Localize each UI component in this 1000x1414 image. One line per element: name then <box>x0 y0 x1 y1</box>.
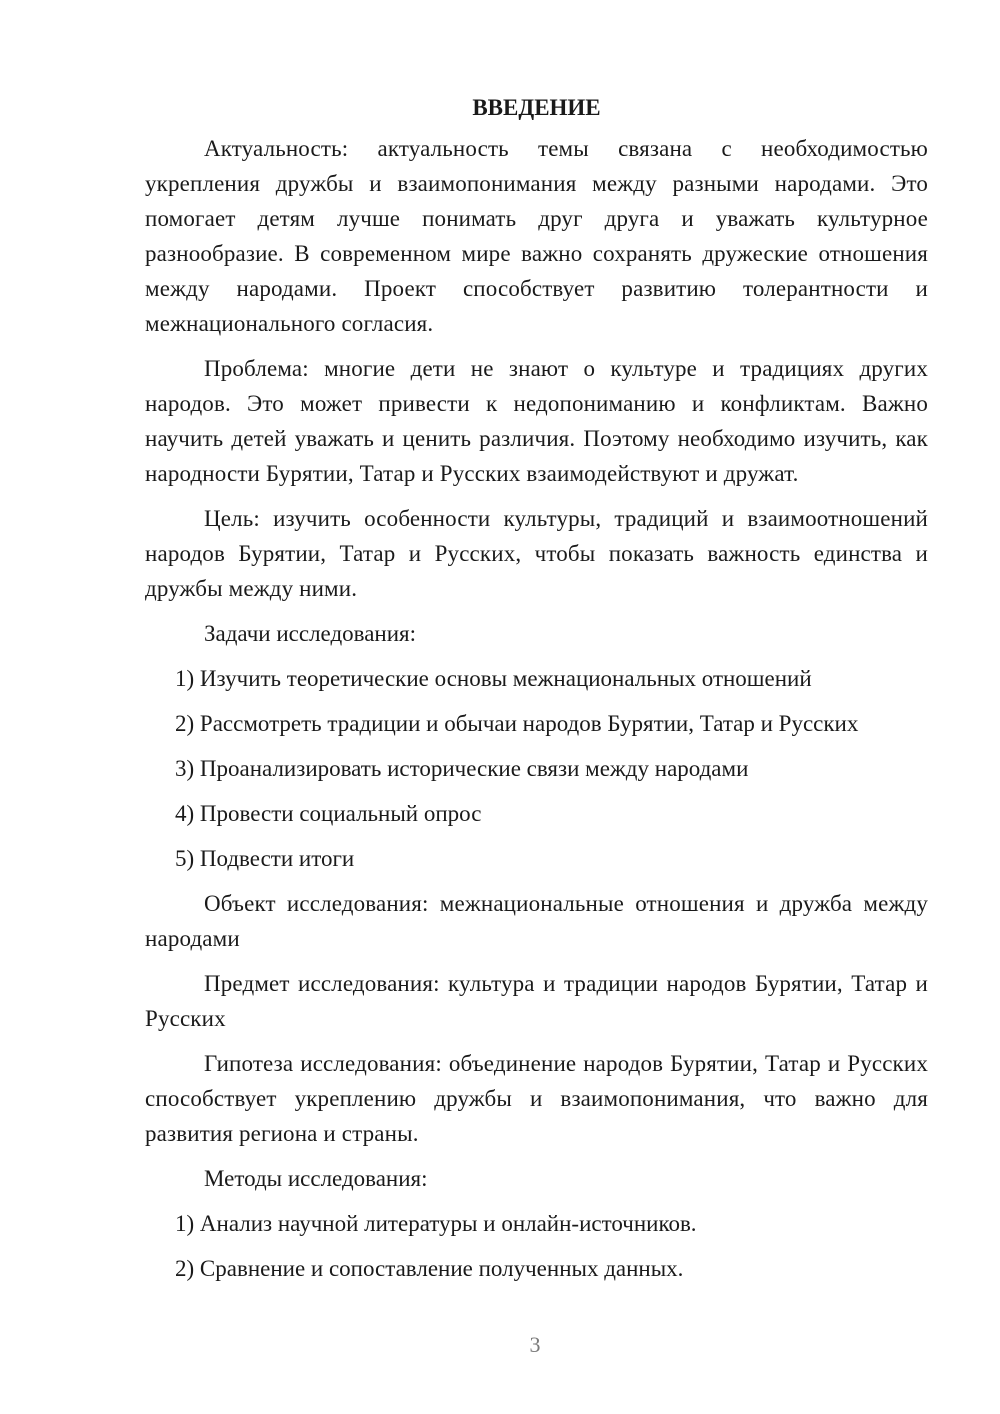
document-title: ВВЕДЕНИЕ <box>472 95 601 120</box>
object-paragraph: Объект исследования: межнациональные отношения и дружба между народами <box>145 891 928 951</box>
methods-list <box>145 1206 928 1286</box>
task-item: 3) Проанализировать исторические связи между народами <box>175 756 749 781</box>
tasks-list <box>145 661 928 876</box>
tasks-heading: Задачи исследования: <box>204 621 417 646</box>
page-number: 3 <box>529 1332 541 1357</box>
task-item: 1) Изучить теоретические основы межнациональных отношений <box>175 666 812 691</box>
goal-paragraph: Цель: изучить особенности культуры, традиций и взаимоотношений народов Бурятии, Татар и Русских, чтобы показать важность единства и дружбы между ними. <box>145 506 928 601</box>
document-page <box>145 90 928 1296</box>
task-item: 4) Провести социальный опрос <box>175 801 482 826</box>
hypothesis-paragraph: Гипотеза исследования: объединение народов Бурятии, Татар и Русских способствует укреплению дружбы и взаимопонимания, что важно для развития региона и страны. <box>145 1051 928 1146</box>
methods-heading: Методы исследования: <box>204 1166 428 1191</box>
task-item: 2) Рассмотреть традиции и обычаи народов Бурятии, Татар и Русских <box>175 711 859 736</box>
method-item: 2) Сравнение и сопоставление полученных данных. <box>175 1256 684 1281</box>
subject-paragraph: Предмет исследования: культура и традиции народов Бурятии, Татар и Русских <box>145 971 928 1031</box>
problem-paragraph: Проблема: многие дети не знают о культуре и традициях других народов. Это может привести к недопониманию и конфликтам. Важно научить детей уважать и ценить различия. Поэтому необходимо изучить, как народности Бурятии, Татар и Русских взаимодействуют и дружат. <box>145 356 928 486</box>
method-item: 1) Анализ научной литературы и онлайн-источников. <box>175 1211 697 1236</box>
task-item: 5) Подвести итоги <box>175 846 355 871</box>
relevance-paragraph: Актуальность: актуальность темы связана с необходимостью укрепления дружбы и взаимопонимания между разными народами. Это помогает детям лучше понимать друг друга и уважать культурное разнообразие. В современном мире важно сохранять дружеские отношения между народами. Проект способствует развитию толерантности и межнационального согласия. <box>145 136 928 336</box>
